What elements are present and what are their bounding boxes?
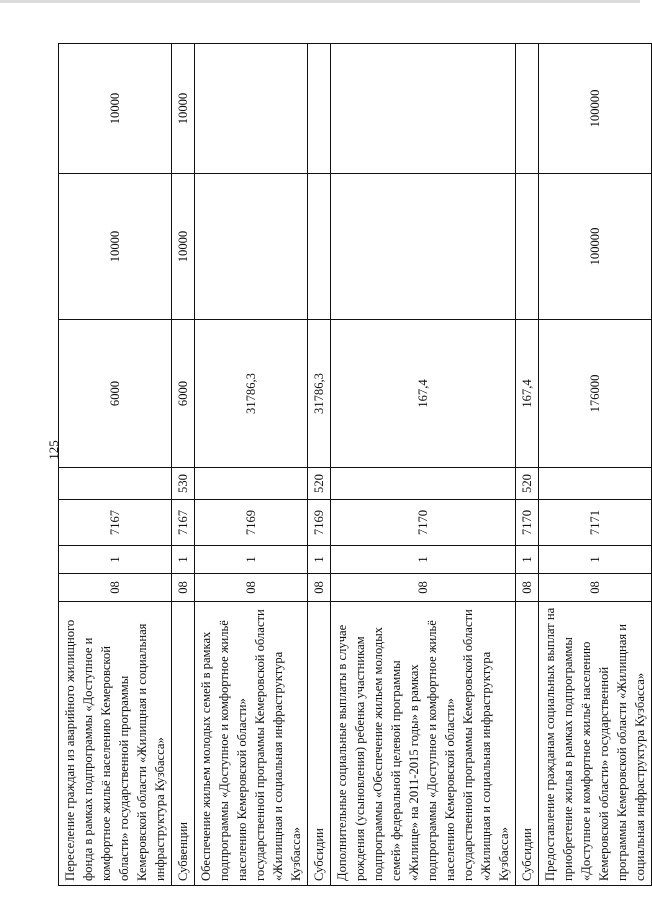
row-program: 1 (539, 546, 652, 574)
row-section: 08 (195, 574, 308, 602)
row-value-3 (516, 44, 539, 174)
row-value-2: 10000 (59, 174, 172, 320)
row-value-3 (308, 44, 331, 174)
row-value-1: 6000 (172, 320, 195, 468)
table-row (308, 44, 331, 886)
row-code: 7167 (59, 500, 172, 546)
row-value-2: 10000 (172, 174, 195, 320)
row-value-1: 6000 (59, 320, 172, 468)
row-value-2 (331, 174, 516, 320)
row-type: 530 (172, 468, 195, 500)
row-section: 08 (539, 574, 652, 602)
row-value-2: 100000 (539, 174, 652, 320)
table-row (516, 44, 539, 886)
row-value-1: 176000 (539, 320, 652, 468)
row-value-2 (308, 174, 331, 320)
row-section: 08 (516, 574, 539, 602)
row-type (59, 468, 172, 500)
row-name: Субсидии (516, 602, 539, 886)
row-value-3 (195, 44, 308, 174)
row-code: 7170 (331, 500, 516, 546)
table-row (172, 44, 195, 886)
row-type (539, 468, 652, 500)
row-program: 1 (172, 546, 195, 574)
row-code: 7169 (195, 500, 308, 546)
row-name: Переселение граждан из аварийного жилищного фонда в рамках подпрограммы «Доступное и комфортное жильё населению Кемеровской области» государственной программы Кемеровской области «Жилищная и социальная инфраструктура Кузбасса» (59, 602, 172, 886)
row-code: 7169 (308, 500, 331, 546)
row-type: 520 (308, 468, 331, 500)
row-code: 7170 (516, 500, 539, 546)
row-type (331, 468, 516, 500)
table-row (331, 44, 516, 886)
row-code: 7171 (539, 500, 652, 546)
row-program: 1 (516, 546, 539, 574)
row-type (195, 468, 308, 500)
row-program: 1 (331, 546, 516, 574)
row-value-3: 10000 (172, 44, 195, 174)
row-type: 520 (516, 468, 539, 500)
row-value-1: 31786,3 (308, 320, 331, 468)
row-section: 08 (308, 574, 331, 602)
row-name: Предоставление гражданам социальных выплат на приобретение жилья в рамках подпрограммы «Доступное и комфортное жильё населению Кемеровской области» государственной программы Кемеровской области «Жилищная и социальная инфраструктура Кузбасса» (539, 602, 652, 886)
table-row (539, 44, 652, 886)
table-row (195, 44, 308, 886)
row-name: Субвенции (172, 602, 195, 886)
row-value-2 (195, 174, 308, 320)
row-name: Обеспечение жильем молодых семей в рамках подпрограммы «Доступное и комфортное жильё населению Кемеровской области» государственной программы Кемеровской области «Жилищная и социальная инфраструктура Кузбасса» (195, 602, 308, 886)
row-program: 1 (59, 546, 172, 574)
row-program: 1 (308, 546, 331, 574)
row-section: 08 (59, 574, 172, 602)
row-value-3: 100000 (539, 44, 652, 174)
row-program: 1 (195, 546, 308, 574)
row-value-1: 31786,3 (195, 320, 308, 468)
scan-edge (0, 0, 640, 3)
page-number: 125 (46, 440, 61, 460)
rotated-page (58, 44, 647, 886)
row-name: Дополнительные социальные выплаты в случае рождения (усыновления) ребенка участникам подпрограммы «Обеспечение жильем молодых семей» федеральной целевой программы «Жилище» на 2011-2015 годы» в рамках подпрограммы «Доступное и комфортное жильё населению Кемеровской области» государственной программы Кемеровской области «Жилищная и социальная инфраструктура Кузбасса» (331, 602, 516, 886)
row-section: 08 (172, 574, 195, 602)
row-value-2 (516, 174, 539, 320)
table-row (59, 44, 172, 886)
row-value-1: 167,4 (331, 320, 516, 468)
row-value-1: 167,4 (516, 320, 539, 468)
row-value-3: 10000 (59, 44, 172, 174)
row-name: Субсидии (308, 602, 331, 886)
row-value-3 (331, 44, 516, 174)
row-section: 08 (331, 574, 516, 602)
row-code: 7167 (172, 500, 195, 546)
budget-table (58, 43, 652, 886)
